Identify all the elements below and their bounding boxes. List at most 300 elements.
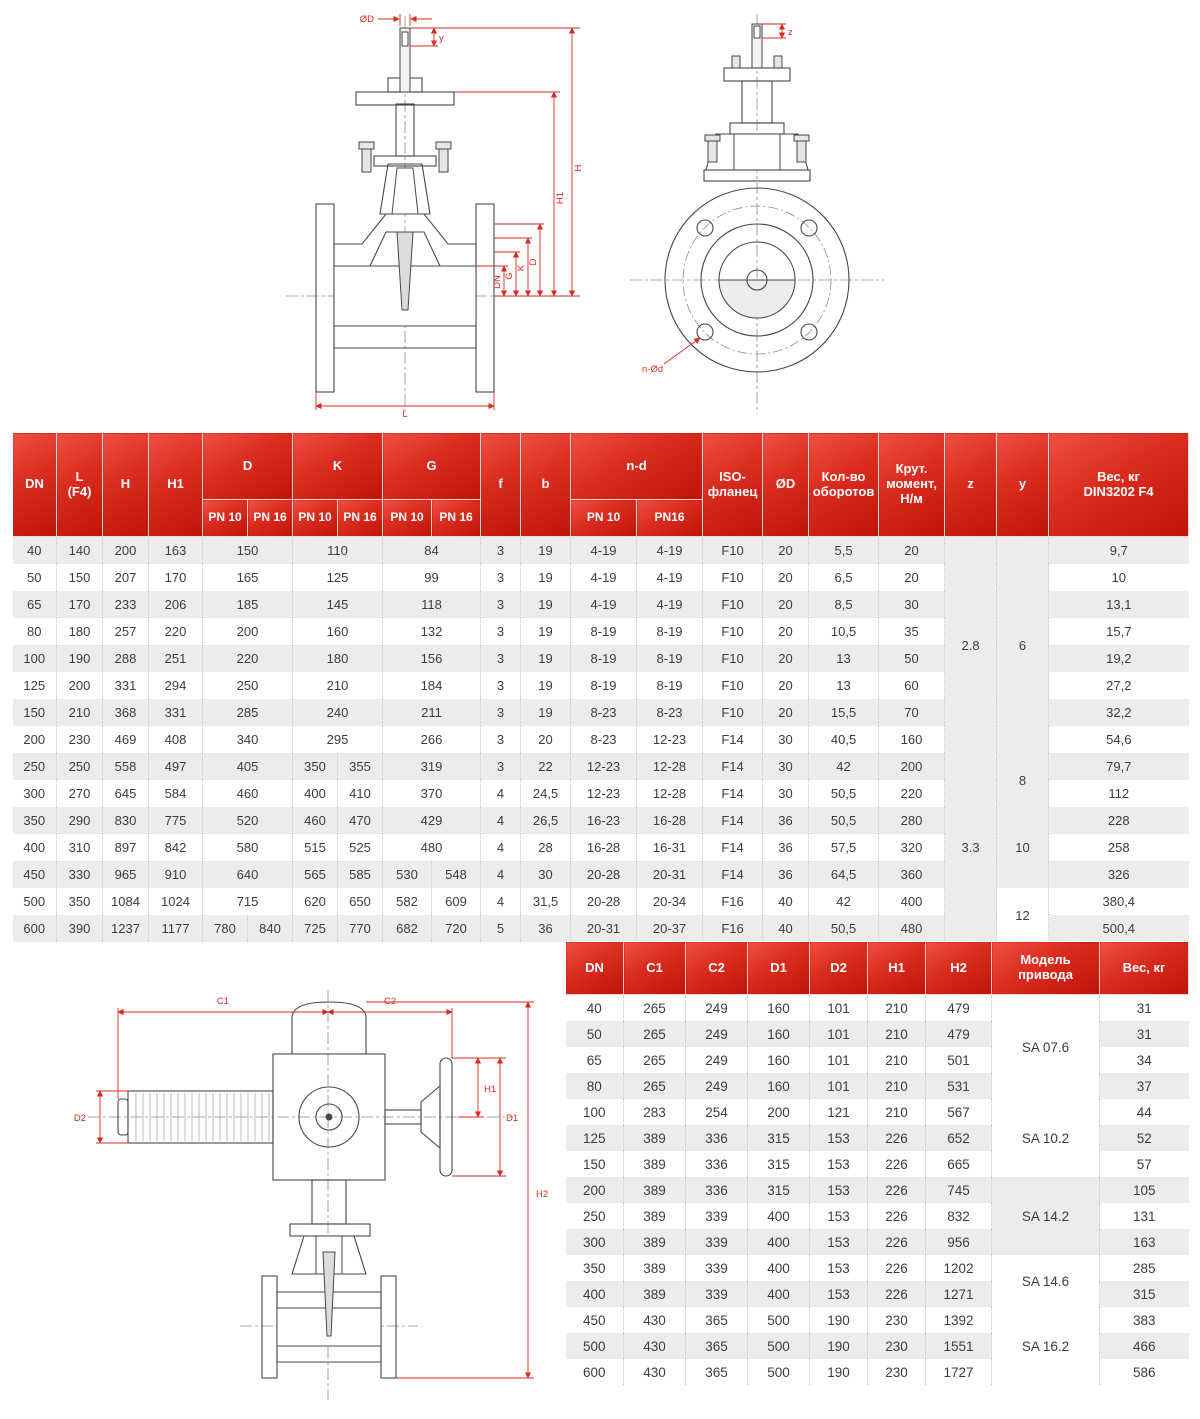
- cell-h1: 226: [868, 1229, 926, 1255]
- cell-dn: 250: [582, 1208, 606, 1224]
- cell-nd-pn10: 8-19: [571, 672, 637, 699]
- cell-c2: 365: [686, 1307, 748, 1333]
- cell-k-pn16: 770: [338, 915, 383, 942]
- dim-label-h1: H1: [555, 191, 566, 205]
- cell-h: 1084: [103, 888, 149, 915]
- cell-d: 285: [203, 699, 293, 726]
- cell-d2: 153: [810, 1229, 868, 1255]
- cell-dn: 300: [23, 786, 46, 801]
- cell-weight: 315: [1100, 1281, 1189, 1307]
- cell-c2: 249: [686, 1073, 748, 1099]
- cell-h2: 531: [926, 1073, 992, 1099]
- cell-h2: 745: [926, 1177, 992, 1203]
- front-dimensions: [642, 24, 793, 375]
- cell-turns: 50,5: [809, 780, 879, 807]
- cell-g: 211: [383, 699, 481, 726]
- cell-turns: 5,5: [809, 537, 879, 565]
- cell-dn: 150: [23, 705, 46, 720]
- cell-turns: 50,5: [809, 915, 879, 942]
- cell-l: 170: [57, 591, 103, 618]
- cell-y: 12: [997, 888, 1049, 942]
- cell-k: 240: [293, 699, 383, 726]
- cell-k: 125: [293, 564, 383, 591]
- cell-d: 520: [203, 807, 293, 834]
- cell-torque: 480: [879, 915, 945, 942]
- cell-d1: 315: [748, 1125, 810, 1151]
- cell-torque: 220: [879, 780, 945, 807]
- cell-torque: 200: [879, 753, 945, 780]
- cell-g-pn10: 582: [383, 888, 432, 915]
- col-header-b: b: [521, 433, 571, 537]
- cell-d2: 153: [810, 1177, 868, 1203]
- cell-d: 580: [203, 834, 293, 861]
- cell-od: 20: [763, 618, 809, 645]
- cell-d2: 153: [810, 1281, 868, 1307]
- cell-b: 36: [521, 915, 571, 942]
- cell-d1: 315: [748, 1177, 810, 1203]
- col-header-l-line2: (F4): [67, 483, 92, 499]
- valve-side-section-drawing: [250, 8, 590, 420]
- cell-h2: 1392: [926, 1307, 992, 1333]
- cell-h: 368: [103, 699, 149, 726]
- cell-k: 160: [293, 618, 383, 645]
- cell-l: 150: [57, 564, 103, 591]
- cell-turns: 64,5: [809, 861, 879, 888]
- cell-h1: 226: [868, 1151, 926, 1177]
- cell-nd-pn10: 4-19: [571, 591, 637, 618]
- cell-nd-pn16: 8-19: [637, 645, 703, 672]
- cell-d: 185: [203, 591, 293, 618]
- cell-turns: 8,5: [809, 591, 879, 618]
- cell-b: 24,5: [521, 780, 571, 807]
- main-table-header: [13, 433, 1189, 537]
- cell-weight: 285: [1100, 1255, 1189, 1281]
- cell-iso-flange: F10: [703, 672, 763, 699]
- cell-c1: 283: [624, 1099, 686, 1125]
- cell-c1: 430: [624, 1359, 686, 1385]
- cell-od: 20: [763, 564, 809, 591]
- cell-h: 257: [103, 618, 149, 645]
- main-table-row: [13, 753, 1189, 780]
- col-header-l-line1: L: [75, 468, 84, 484]
- cell-d2: 101: [810, 1073, 868, 1099]
- cell-torque: 320: [879, 834, 945, 861]
- cell-h1: 226: [868, 1255, 926, 1281]
- cell-h2: 1727: [926, 1359, 992, 1385]
- cell-h1: 210: [868, 995, 926, 1022]
- subheader-k-pn10: PN 10: [293, 500, 338, 537]
- cell-b: 19: [521, 699, 571, 726]
- cell-c1: 265: [624, 1021, 686, 1047]
- subheader-d-pn16: PN 16: [248, 500, 293, 537]
- cell-torque: 60: [879, 672, 945, 699]
- cell-d2: 153: [810, 1151, 868, 1177]
- cell-turns: 6,5: [809, 564, 879, 591]
- cell-c2: 336: [686, 1177, 748, 1203]
- cell-dn: 250: [23, 759, 46, 774]
- cell-f: 4: [481, 834, 521, 861]
- cell-od: 20: [763, 672, 809, 699]
- cell-nd-pn10: 8-19: [571, 645, 637, 672]
- cell-weight: 31: [1100, 995, 1189, 1022]
- cell-weight: 52: [1100, 1125, 1189, 1151]
- cell-nd-pn16: 4-19: [637, 591, 703, 618]
- cell-nd-pn16: 16-28: [637, 807, 703, 834]
- cell-d2: 190: [810, 1307, 868, 1333]
- cell-weight: 37: [1100, 1073, 1189, 1099]
- cell-b: 19: [521, 672, 571, 699]
- cell-nd-pn10: 20-28: [571, 888, 637, 915]
- cell-nd-pn16: 20-31: [637, 861, 703, 888]
- cell-f: 3: [481, 753, 521, 780]
- cell-dn: 125: [582, 1130, 606, 1146]
- cell-weight: 10: [1049, 564, 1189, 591]
- cell-turns: 13: [809, 672, 879, 699]
- cell-d1: 160: [748, 1073, 810, 1099]
- cell-g: 118: [383, 591, 481, 618]
- col-header-f: f: [481, 433, 521, 537]
- cell-weight: 112: [1049, 780, 1189, 807]
- cell-weight: 326: [1049, 861, 1189, 888]
- cell-dn: 40: [27, 543, 42, 558]
- cell-iso-flange: F10: [703, 537, 763, 565]
- cell-z: 3.3: [945, 753, 997, 942]
- cell-h1: 331: [149, 699, 203, 726]
- subheader-nd-pn16: PN16: [637, 500, 703, 537]
- cell-od: 30: [763, 753, 809, 780]
- cell-d1: 160: [748, 1047, 810, 1073]
- cell-weight: 44: [1100, 1099, 1189, 1125]
- cell-nd-pn16: 12-28: [637, 753, 703, 780]
- cell-g-pn16: 548: [432, 861, 481, 888]
- valve-front-view-drawing: [612, 8, 902, 420]
- cell-nd-pn16: 4-19: [637, 564, 703, 591]
- cell-l: 190: [57, 645, 103, 672]
- cell-h1: 210: [868, 1073, 926, 1099]
- cell-g-pn16: 609: [432, 888, 481, 915]
- cell-h1: 251: [149, 645, 203, 672]
- cell-h1: 210: [868, 1021, 926, 1047]
- cell-weight: 258: [1049, 834, 1189, 861]
- cell-nd-pn16: 12-23: [637, 726, 703, 753]
- cell-od: 30: [763, 780, 809, 807]
- cell-weight: 31: [1100, 1021, 1189, 1047]
- col-header-z: z: [945, 433, 997, 537]
- cell-dn: 400: [23, 840, 46, 855]
- cell-l: 390: [57, 915, 103, 942]
- cell-weight: 380,4: [1049, 888, 1189, 915]
- cell-k-pn10: 620: [293, 888, 338, 915]
- cell-torque: 50: [879, 645, 945, 672]
- cell-dn: 450: [582, 1312, 606, 1328]
- cell-weight: 54,6: [1049, 726, 1189, 753]
- cell-iso-flange: F14: [703, 753, 763, 780]
- cell-weight: 9,7: [1049, 537, 1189, 565]
- cell-od: 30: [763, 726, 809, 753]
- subheader-g-pn10: PN 10: [383, 500, 432, 537]
- cell-k: 180: [293, 645, 383, 672]
- cell-l: 310: [57, 834, 103, 861]
- cell-c1: 430: [624, 1333, 686, 1359]
- actuator-table-row: [566, 1255, 1189, 1281]
- cell-h1: 230: [868, 1359, 926, 1385]
- cell-dn: 450: [23, 867, 46, 882]
- cell-c2: 249: [686, 995, 748, 1022]
- cell-d2: 101: [810, 1021, 868, 1047]
- cell-nd-pn16: 12-28: [637, 780, 703, 807]
- cell-iso-flange: F16: [703, 888, 763, 915]
- cell-h2: 479: [926, 995, 992, 1022]
- cell-d1: 400: [748, 1255, 810, 1281]
- cell-weight: 13,1: [1049, 591, 1189, 618]
- col-header-h1: H1: [149, 433, 203, 537]
- act-header-c2: C2: [686, 942, 748, 995]
- cell-g: 319: [383, 753, 481, 780]
- dim-label-h2: H2: [536, 1189, 549, 1200]
- cell-d1: 160: [748, 1021, 810, 1047]
- cell-d: 165: [203, 564, 293, 591]
- cell-d: 640: [203, 861, 293, 888]
- cell-c2: 339: [686, 1203, 748, 1229]
- col-header-iso: ISO-фланец: [703, 433, 763, 537]
- dim-label-g: G: [504, 272, 515, 280]
- cell-od: 20: [763, 699, 809, 726]
- cell-l: 330: [57, 861, 103, 888]
- cell-drive-model: SA 10.2: [992, 1099, 1100, 1177]
- cell-turns: 42: [809, 888, 879, 915]
- main-table-row: [13, 888, 1189, 915]
- cell-nd-pn16: 4-19: [637, 537, 703, 565]
- cell-d1: 200: [748, 1099, 810, 1125]
- cell-drive-model: SA 14.6: [992, 1255, 1100, 1307]
- cell-k-pn10: 460: [293, 807, 338, 834]
- dim-label-dn: DN: [492, 275, 503, 289]
- dim-label-d2: D2: [73, 1113, 87, 1124]
- cell-h1: 163: [149, 537, 203, 565]
- cell-nd-pn10: 20-28: [571, 861, 637, 888]
- cell-y: 10: [997, 807, 1049, 888]
- cell-h1: 1024: [149, 888, 203, 915]
- cell-l: 270: [57, 780, 103, 807]
- cell-g-pn10: 530: [383, 861, 432, 888]
- cell-d2: 190: [810, 1359, 868, 1385]
- cell-d: 405: [203, 753, 293, 780]
- cell-dn: 40: [586, 1000, 602, 1016]
- cell-dn: 500: [23, 894, 46, 909]
- actuator-table-row: [566, 995, 1189, 1022]
- cell-k-pn10: 515: [293, 834, 338, 861]
- cell-h2: 1202: [926, 1255, 992, 1281]
- cell-l: 250: [57, 753, 103, 780]
- cell-c1: 389: [624, 1177, 686, 1203]
- cell-nd-pn16: 20-34: [637, 888, 703, 915]
- act-header-h2: H2: [926, 942, 992, 995]
- cell-c2: 249: [686, 1021, 748, 1047]
- cell-b: 28: [521, 834, 571, 861]
- cell-dn: 500: [582, 1338, 606, 1354]
- cell-c1: 389: [624, 1281, 686, 1307]
- cell-torque: 20: [879, 537, 945, 565]
- cell-d1: 315: [748, 1151, 810, 1177]
- cell-d2: 153: [810, 1203, 868, 1229]
- cell-l: 230: [57, 726, 103, 753]
- col-header-l: [57, 433, 103, 537]
- cell-h1: 226: [868, 1125, 926, 1151]
- act-header-model: Модель привода: [992, 942, 1100, 995]
- act-header-c1: C1: [624, 942, 686, 995]
- cell-turns: 15,5: [809, 699, 879, 726]
- cell-f: 3: [481, 672, 521, 699]
- cell-weight: 34: [1100, 1047, 1189, 1073]
- actuator-linework: [118, 1002, 452, 1378]
- cell-h2: 1551: [926, 1333, 992, 1359]
- cell-nd-pn10: 20-31: [571, 915, 637, 942]
- cell-y: 6: [997, 537, 1049, 754]
- col-header-dn: DN: [13, 433, 57, 537]
- subheader-d-pn10: PN 10: [203, 500, 248, 537]
- dim-label-d1: D1: [506, 1113, 519, 1124]
- cell-weight: 500,4: [1049, 915, 1189, 942]
- cell-iso-flange: F10: [703, 618, 763, 645]
- dim-label-nod: n-Ød: [642, 364, 664, 375]
- cell-dn: 200: [23, 732, 46, 747]
- cell-l: 180: [57, 618, 103, 645]
- actuator-table-header: [566, 942, 1189, 995]
- cell-torque: 280: [879, 807, 945, 834]
- cell-dn: 65: [27, 597, 42, 612]
- cell-f: 5: [481, 915, 521, 942]
- cell-k-pn16: 650: [338, 888, 383, 915]
- cell-drive-model: SA 16.2: [992, 1307, 1100, 1385]
- cell-g: 156: [383, 645, 481, 672]
- subheader-nd-pn10: PN 10: [571, 500, 637, 537]
- cell-g-pn10: 682: [383, 915, 432, 942]
- cell-h: 558: [103, 753, 149, 780]
- cell-b: 19: [521, 537, 571, 565]
- cell-dn: 150: [582, 1156, 606, 1172]
- cell-h1: 226: [868, 1177, 926, 1203]
- cell-h1: 584: [149, 780, 203, 807]
- cell-iso-flange: F14: [703, 807, 763, 834]
- cell-turns: 13: [809, 645, 879, 672]
- cell-torque: 20: [879, 564, 945, 591]
- cell-z: 2.8: [945, 537, 997, 754]
- cell-h1: 408: [149, 726, 203, 753]
- cell-od: 20: [763, 537, 809, 565]
- cell-turns: 50,5: [809, 807, 879, 834]
- cell-od: 40: [763, 915, 809, 942]
- cell-k-pn16: 525: [338, 834, 383, 861]
- cell-f: 3: [481, 726, 521, 753]
- cell-weight: 105: [1100, 1177, 1189, 1203]
- cell-h: 965: [103, 861, 149, 888]
- col-header-od: ØD: [763, 433, 809, 537]
- col-header-weight: [1049, 433, 1189, 537]
- dim-label-k: K: [516, 264, 527, 272]
- cell-h2: 652: [926, 1125, 992, 1151]
- dim-label-c2: C2: [383, 996, 397, 1007]
- cell-nd-pn10: 8-23: [571, 699, 637, 726]
- cell-h2: 832: [926, 1203, 992, 1229]
- actuator-table-row: [566, 1177, 1189, 1203]
- cell-g: 429: [383, 807, 481, 834]
- cell-turns: 42: [809, 753, 879, 780]
- cell-iso-flange: F14: [703, 726, 763, 753]
- cell-torque: 70: [879, 699, 945, 726]
- cell-iso-flange: F10: [703, 591, 763, 618]
- cell-b: 19: [521, 591, 571, 618]
- dim-label-y: y: [439, 33, 444, 44]
- main-table-body: [13, 537, 1189, 943]
- cell-weight: 466: [1100, 1333, 1189, 1359]
- cell-d: 150: [203, 537, 293, 565]
- side-dimensions: [316, 14, 584, 420]
- cell-nd-pn10: 12-23: [571, 753, 637, 780]
- cell-nd-pn16: 16-31: [637, 834, 703, 861]
- cell-l: 290: [57, 807, 103, 834]
- cell-iso-flange: F16: [703, 915, 763, 942]
- cell-h: 331: [103, 672, 149, 699]
- cell-nd-pn16: 8-19: [637, 672, 703, 699]
- cell-weight: 131: [1100, 1203, 1189, 1229]
- cell-d: 340: [203, 726, 293, 753]
- cell-od: 36: [763, 807, 809, 834]
- cell-b: 30: [521, 861, 571, 888]
- cell-c1: 389: [624, 1151, 686, 1177]
- cell-c1: 389: [624, 1203, 686, 1229]
- cell-l: 350: [57, 888, 103, 915]
- col-header-torque: Крут. момент, Н/м: [879, 433, 945, 537]
- cell-torque: 360: [879, 861, 945, 888]
- cell-y: 8: [997, 753, 1049, 807]
- main-table-row: [13, 807, 1189, 834]
- cell-h: 200: [103, 537, 149, 565]
- cell-torque: 160: [879, 726, 945, 753]
- cell-l: 210: [57, 699, 103, 726]
- cell-dn: 300: [582, 1234, 606, 1250]
- cell-d1: 400: [748, 1203, 810, 1229]
- cell-h2: 956: [926, 1229, 992, 1255]
- cell-d1: 400: [748, 1229, 810, 1255]
- dim-label-c1: C1: [216, 996, 230, 1007]
- cell-c1: 389: [624, 1229, 686, 1255]
- cell-c1: 430: [624, 1307, 686, 1333]
- cell-h: 1237: [103, 915, 149, 942]
- col-header-h: H: [103, 433, 149, 537]
- cell-h: 830: [103, 807, 149, 834]
- cell-h2: 665: [926, 1151, 992, 1177]
- cell-h1: 226: [868, 1203, 926, 1229]
- cell-h1: 775: [149, 807, 203, 834]
- subheader-g-pn16: PN 16: [432, 500, 481, 537]
- cell-dn: 50: [586, 1026, 602, 1042]
- cell-h1: 497: [149, 753, 203, 780]
- cell-b: 22: [521, 753, 571, 780]
- cell-od: 40: [763, 888, 809, 915]
- cell-c2: 365: [686, 1333, 748, 1359]
- cell-d: 460: [203, 780, 293, 807]
- dim-label-z: z: [788, 27, 793, 38]
- col-header-turns: Кол-во оборотов: [809, 433, 879, 537]
- cell-d: 250: [203, 672, 293, 699]
- cell-h: 207: [103, 564, 149, 591]
- cell-f: 3: [481, 564, 521, 591]
- cell-h1: 226: [868, 1281, 926, 1307]
- cell-d2: 101: [810, 1047, 868, 1073]
- cell-h1: 910: [149, 861, 203, 888]
- cell-dn: 350: [582, 1260, 606, 1276]
- cell-g: 184: [383, 672, 481, 699]
